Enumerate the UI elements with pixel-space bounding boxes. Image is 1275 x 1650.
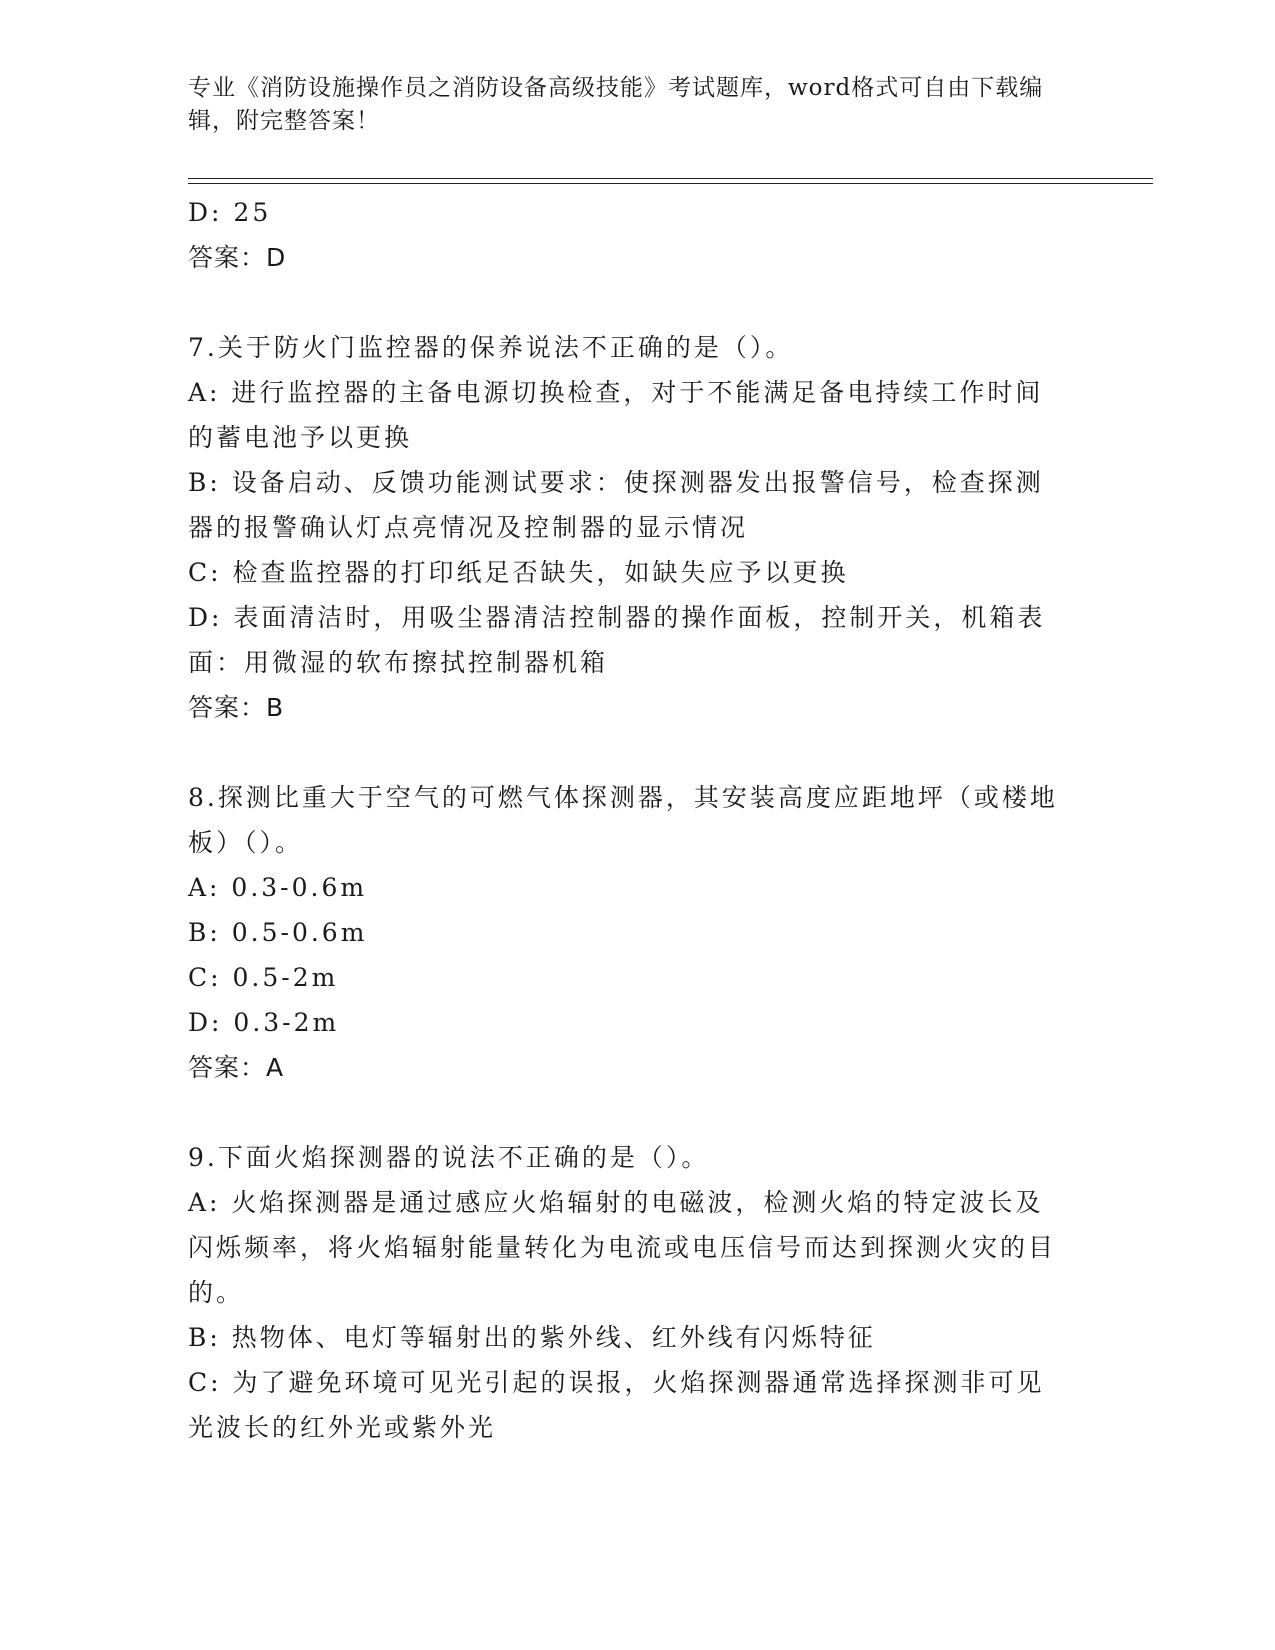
question-7-option-b: B: 设备启动、反馈功能测试要求：使探测器发出报警信号，检查探测器的报警确认灯点亮情况及控制器的显示情况 [188,468,1044,542]
spacer [188,280,1068,325]
question-8-answer: 答案：A [188,1053,285,1082]
question-content [188,190,1068,1450]
question-7-stem: 7.关于防火门监控器的保养说法不正确的是（）。 [188,333,794,362]
question-9-option-b: B: 热物体、电灯等辐射出的紫外线、红外线有闪烁特征 [188,1323,876,1352]
page-header: 专业《消防设施操作员之消防设备高级技能》考试题库，word格式可自由下载编辑，附完整答案！ [188,75,1044,134]
question-7-option-c: C: 检查监控器的打印纸足否缺失，如缺失应予以更换 [188,558,849,587]
question-7-option-d: D: 表面清洁时，用吸尘器清洁控制器的操作面板，控制开关，机箱表面：用微湿的软布擦拭控制器机箱 [188,603,1046,677]
question-9-option-a: A: 火焰探测器是通过感应火焰辐射的电磁波，检测火焰的特定波长及闪烁频率，将火焰辐射能量转化为电流或电压信号而达到探测火灾的目的。 [188,1188,1057,1307]
question-7-option-a: A: 进行监控器的主备电源切换检查，对于不能满足备电持续工作时间的蓄电池予以更换 [188,378,1044,452]
question-9 [188,1135,1068,1450]
header-rule-top [188,178,1153,179]
question-7 [188,325,1068,730]
header-rule-bottom [188,183,1153,184]
question-8-option-b: B: 0.5-0.6m [188,918,368,947]
prev-option-d: D: 25 [188,198,272,227]
question-8-stem: 8.探测比重大于空气的可燃气体探测器，其安装高度应距地坪（或楼地板）（）。 [188,783,1058,857]
question-9-option-c: C: 为了避免环境可见光引起的误报，火焰探测器通常选择探测非可见光波长的红外光或紫外光 [188,1368,1045,1442]
spacer [188,1090,1068,1135]
question-8-option-d: D: 0.3-2m [188,1008,340,1037]
question-9-stem: 9.下面火焰探测器的说法不正确的是（）。 [188,1143,710,1172]
question-8-option-a: A: 0.3-0.6m [188,873,368,902]
question-8-option-c: C: 0.5-2m [188,963,339,992]
prev-answer: 答案：D [188,243,287,272]
spacer [188,730,1068,775]
question-7-answer: 答案：B [188,693,285,722]
question-8 [188,775,1068,1090]
